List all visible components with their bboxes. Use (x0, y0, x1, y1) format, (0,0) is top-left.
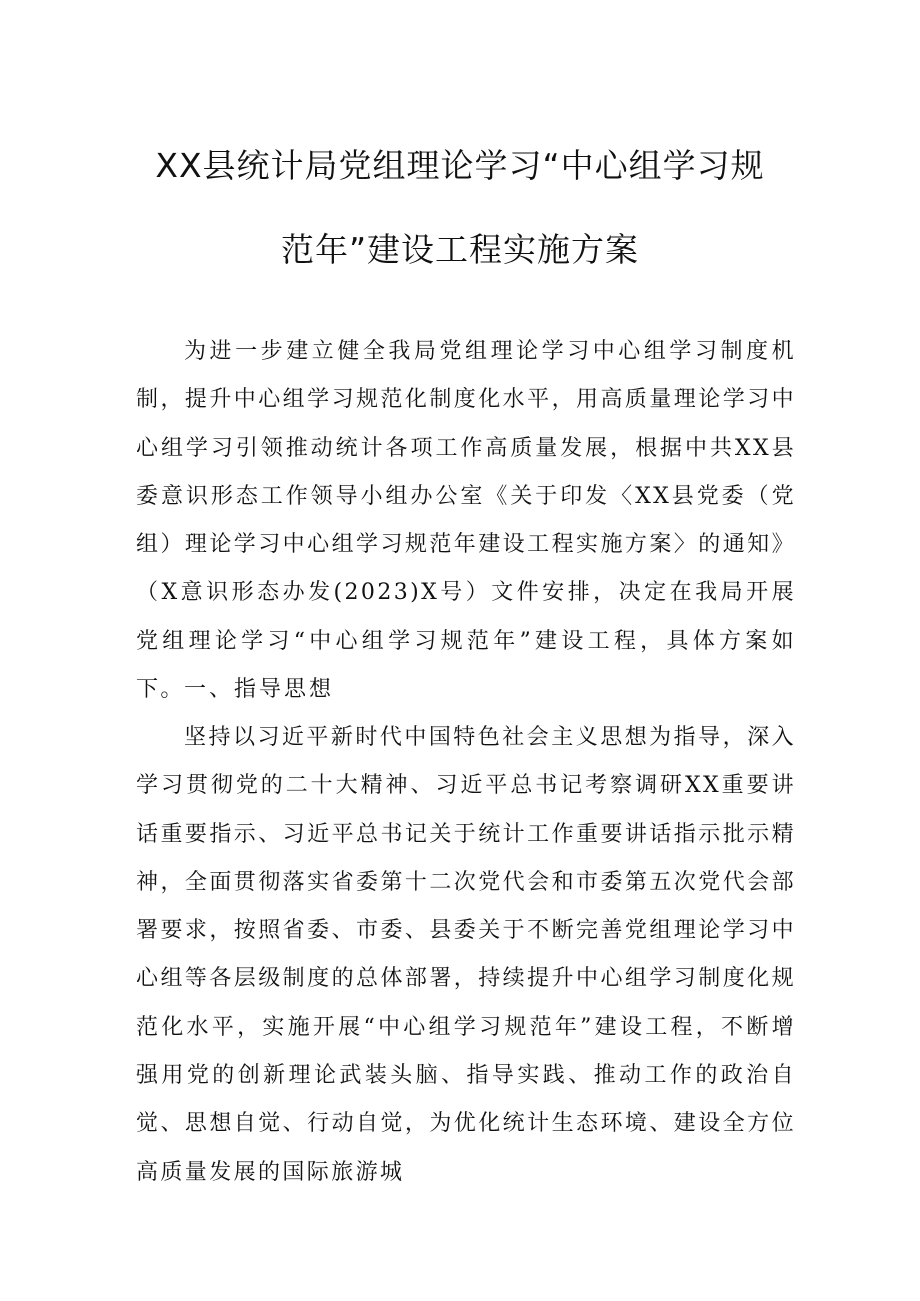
guiding-ideology-paragraph: 坚持以习近平新时代中国特色社会主义思想为指导，深入学习贯彻党的二十大精神、习近平总书记考察调研XX重要讲话重要指示、习近平总书记关于统计工作重要讲话指示批示精神，全面贯彻落实省委第十二次党代会和市委第五次党代会部署要求，按照省委、市委、县委关于不断完善党组理论学习中心组等各层级制度的总体部署，持续提升中心组学习制度化规范化水平，实施开展“中心组学习规范年”建设工程，不断增强用党的创新理论武装头脑、指导实践、推动工作的政治自觉、思想自觉、行动自觉，为优化统计生态环境、建设全方位高质量发展的国际旅游城 (136, 725, 796, 1185)
section-heading-guiding-ideology: 一、指导思想 (184, 677, 335, 702)
document-title-line-2: 范年”建设工程实施方案 (280, 230, 640, 269)
document-title-line-1: XX县统计局党组理论学习“中心组学习规 (155, 146, 765, 185)
intro-paragraph: 为进一步建立健全我局党组理论学习中心组学习制度机制，提升中心组学习规范化制度化水平，用高质量理论学习中心组学习引领推动统计各项工作高质量发展，根据中共XX县委意识形态工作领导小组办公室《关于印发〈XX县党委（党组）理论学习中心组学习规范年建设工程实施方案〉的通知》（X意识形态办发(2023)X号）文件安排，决定在我局开展党组理论学习“中心组学习规范年”建设工程，具体方案如下。 (136, 339, 796, 703)
